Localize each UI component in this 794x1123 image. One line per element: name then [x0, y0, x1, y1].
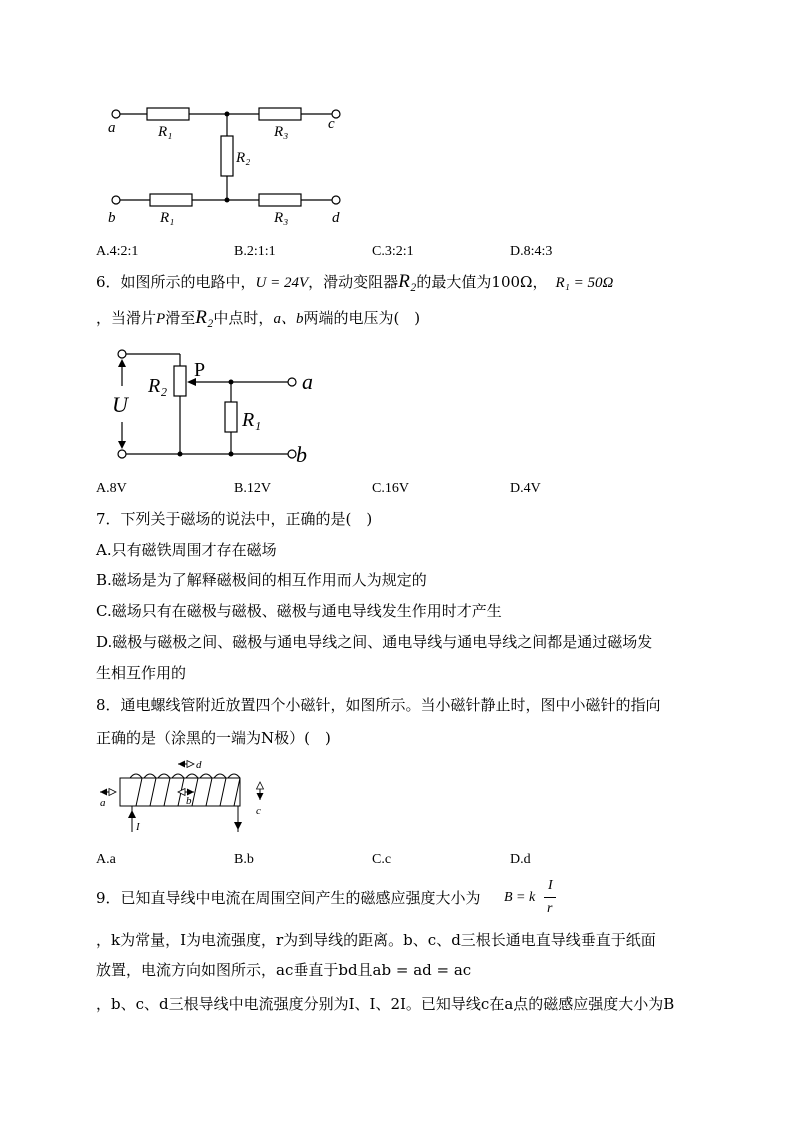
q9-formula: B = k I r: [504, 880, 564, 920]
q5-option-d[interactable]: D.8:4:3: [510, 244, 553, 259]
q9-stem-line2: ，k为常量，I为电流强度，r为到导线的距离。b、c、d三根长通电直导线垂直于纸面: [96, 931, 656, 949]
solenoid-figure: [96, 756, 276, 836]
label-a: a: [108, 120, 116, 136]
label-r2: R₂: [236, 150, 251, 166]
label-r3-top: R₃: [274, 124, 289, 140]
q8-option-b[interactable]: B.b: [234, 852, 254, 867]
label-b: b: [186, 795, 192, 807]
circuit-diagram-q6: [108, 344, 328, 468]
q6-option-b[interactable]: B.12V: [234, 481, 271, 496]
q5-option-a[interactable]: A.4:2:1: [96, 244, 139, 259]
label-r3-bot: R₃: [274, 210, 289, 226]
q6-stem-line2: ，当滑片P滑至R₂中点时，a、b两端的电压为( ): [96, 307, 421, 328]
q8-option-a[interactable]: A.a: [96, 852, 116, 867]
label-c: c: [256, 805, 261, 817]
q7-option-a[interactable]: A.只有磁铁周围才存在磁场: [96, 541, 277, 559]
label-u: U: [112, 392, 128, 417]
label-c: c: [328, 116, 335, 132]
q6-stem-line1: 6．如图所示的电路中，U = 24V，滑动变阻器R₂的最大值为100Ω， R₁ = 50Ω: [96, 271, 614, 292]
label-d: d: [332, 210, 340, 226]
label-a: a: [100, 797, 106, 809]
label-b: b: [108, 210, 116, 226]
label-b: b: [296, 442, 307, 467]
circuit-diagram-q5: [100, 100, 360, 230]
q7-option-c[interactable]: C.磁场只有在磁极与磁极、磁极与通电导线发生作用时才产生: [96, 602, 502, 620]
q7-option-d-cont: 生相互作用的: [96, 664, 187, 682]
label-r2: R₂: [148, 375, 168, 397]
label-i: I: [136, 821, 140, 833]
q7-option-b[interactable]: B.磁场是为了解释磁极间的相互作用而人为规定的: [96, 571, 427, 589]
q9-stem-line4: ，b、c、d三根导线中电流强度分别为I、I、2I。已知导线c在a点的磁感应强度大小为B: [96, 995, 675, 1013]
label-r1-bot: R₁: [160, 210, 175, 226]
q6-option-a[interactable]: A.8V: [96, 481, 127, 496]
label-d: d: [196, 759, 202, 771]
q8-stem-line2: 正确的是（涂黑的一端为N极）( ): [96, 729, 331, 747]
q7-stem: 7．下列关于磁场的说法中，正确的是( ): [96, 510, 373, 528]
q5-option-b[interactable]: B.2:1:1: [234, 244, 276, 259]
label-p: P: [194, 359, 206, 381]
q5-option-c[interactable]: C.3:2:1: [372, 244, 414, 259]
q9-stem-line1: 9．已知直导线中电流在周围空间产生的磁感应强度大小为: [96, 889, 481, 907]
q8-stem-line1: 8．通电螺线管附近放置四个小磁针，如图所示。当小磁针静止时，图中小磁针的指向: [96, 696, 661, 714]
q8-option-d[interactable]: D.d: [510, 852, 531, 867]
q8-option-c[interactable]: C.c: [372, 852, 392, 867]
label-a: a: [302, 369, 313, 394]
label-r1-top: R₁: [158, 124, 173, 140]
q9-stem-line3: 放置，电流方向如图所示，ac垂直于bd且ab = ad = ac: [96, 961, 472, 979]
q6-option-d[interactable]: D.4V: [510, 481, 541, 496]
q6-option-c[interactable]: C.16V: [372, 481, 409, 496]
label-r1: R₁: [242, 409, 262, 431]
q7-option-d[interactable]: D.磁极与磁极之间、磁极与通电导线之间、通电导线与通电导线之间都是通过磁场发: [96, 633, 653, 651]
